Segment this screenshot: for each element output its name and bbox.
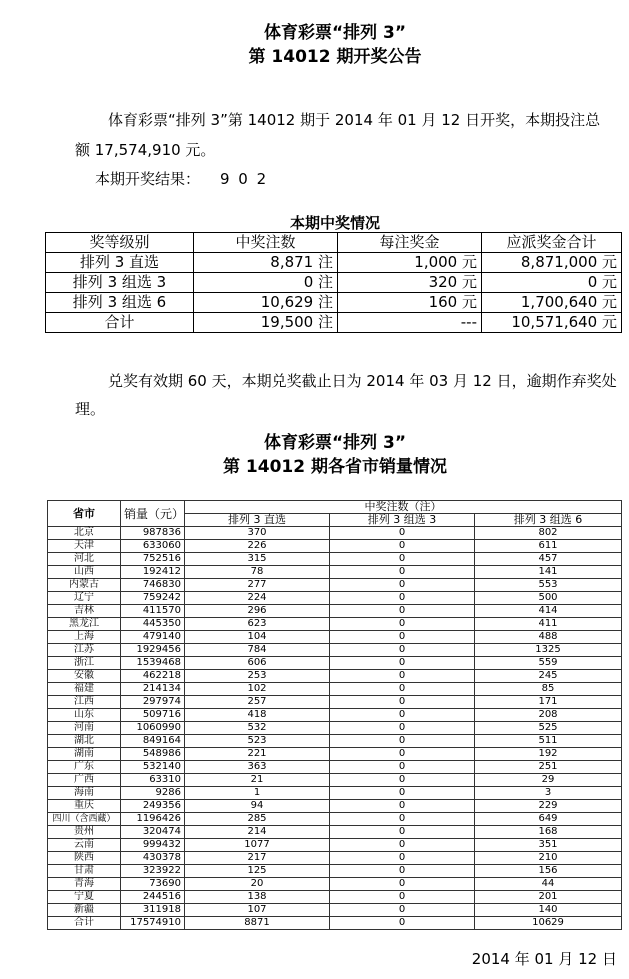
sales-cell: 606 [185, 657, 330, 670]
sales-cell: 0 [330, 631, 475, 644]
sales-cell: 0 [330, 813, 475, 826]
notice-line1: 兑奖有效期 60 天，本期兑奖截止日为 2014 年 03 月 12 日，逾期作弃奖处 [108, 372, 617, 390]
prize-table-caption: 本期中奖情况 [289, 214, 380, 232]
sales-cell: 广西 [48, 774, 121, 787]
announcement-line1: 体育彩票“排列 3”第 14012 期于 2014 年 01 月 12 日开奖，本期投注总 [108, 111, 601, 129]
sales-cell: 陕西 [48, 852, 121, 865]
sales-cell: 0 [330, 865, 475, 878]
sales-row [48, 670, 622, 683]
sales-cell: 311918 [121, 904, 185, 917]
sales-row [48, 553, 622, 566]
prize-cell: 160 元 [338, 293, 482, 313]
result-label: 本期开奖结果： [95, 170, 201, 188]
sales-row [48, 813, 622, 826]
sales-cell: 559 [475, 657, 622, 670]
sales-row [48, 787, 622, 800]
sales-header-row [48, 501, 622, 514]
sales-cell: 253 [185, 670, 330, 683]
prize-row [46, 313, 622, 333]
sales-cell: 0 [330, 722, 475, 735]
sales-row [48, 592, 622, 605]
prize-cell: 19,500 注 [194, 313, 338, 333]
sales-cell: 457 [475, 553, 622, 566]
sales-cell: 229 [475, 800, 622, 813]
header-province: 省市 [48, 501, 121, 527]
sales-cell: 73690 [121, 878, 185, 891]
sales-cell: 414 [475, 605, 622, 618]
prize-cell: 10,571,640 元 [482, 313, 622, 333]
sales-row [48, 904, 622, 917]
sales-cell: 青海 [48, 878, 121, 891]
sales-cell: 633060 [121, 540, 185, 553]
sales-cell: 208 [475, 709, 622, 722]
notice-line2: 理。 [75, 400, 106, 418]
sales-cell: 湖北 [48, 735, 121, 748]
sales-cell: 3 [475, 787, 622, 800]
sales-cell: 内蒙古 [48, 579, 121, 592]
sales-cell: 1060990 [121, 722, 185, 735]
prize-table-header [46, 233, 622, 253]
sales-title: 体育彩票“排列 3” [263, 433, 407, 453]
sales-cell: 0 [330, 800, 475, 813]
sales-cell: 244516 [121, 891, 185, 904]
prize-cell: 排列 3 组选 6 [46, 293, 194, 313]
result-numbers: 9 0 2 [220, 170, 269, 188]
sales-row [48, 527, 622, 540]
sales-row [48, 748, 622, 761]
sales-cell: 156 [475, 865, 622, 878]
prize-cell: 320 元 [338, 273, 482, 293]
sales-cell: 445350 [121, 618, 185, 631]
sales-cell: 323922 [121, 865, 185, 878]
sales-cell: 141 [475, 566, 622, 579]
sales-cell: 0 [330, 852, 475, 865]
sales-cell: 623 [185, 618, 330, 631]
sales-cell: 488 [475, 631, 622, 644]
header-cell: 中奖注数 [194, 233, 338, 253]
sales-cell: 江西 [48, 696, 121, 709]
sales-cell: 0 [330, 774, 475, 787]
sales-cell: 0 [330, 670, 475, 683]
sales-cell: 320474 [121, 826, 185, 839]
sales-cell: 78 [185, 566, 330, 579]
header-cell: 每注奖金 [338, 233, 482, 253]
sales-cell: 甘肃 [48, 865, 121, 878]
sales-cell: 0 [330, 839, 475, 852]
sales-cell: 210 [475, 852, 622, 865]
sales-cell: 94 [185, 800, 330, 813]
sales-cell: 249356 [121, 800, 185, 813]
sales-row [48, 605, 622, 618]
prize-cell: 排列 3 直选 [46, 253, 194, 273]
sales-cell: 251 [475, 761, 622, 774]
sales-cell: 63310 [121, 774, 185, 787]
sales-cell: 1325 [475, 644, 622, 657]
sales-cell: 海南 [48, 787, 121, 800]
sales-cell: 0 [330, 735, 475, 748]
sales-cell: 0 [330, 761, 475, 774]
header-sales: 销量（元） [121, 501, 185, 527]
sales-row [48, 657, 622, 670]
sales-cell: 0 [330, 696, 475, 709]
sales-row [48, 891, 622, 904]
sales-cell: 天津 [48, 540, 121, 553]
sales-cell: 784 [185, 644, 330, 657]
sales-cell: 411 [475, 618, 622, 631]
page-subtitle: 第 14012 期开奖公告 [248, 47, 422, 67]
sales-cell: 140 [475, 904, 622, 917]
sales-cell: 746830 [121, 579, 185, 592]
footer-date: 2014 年 01 月 12 日 [471, 950, 617, 968]
sales-cell: 168 [475, 826, 622, 839]
sales-cell: 85 [475, 683, 622, 696]
sales-cell: 802 [475, 527, 622, 540]
announcement-line2: 额 17,574,910 元。 [75, 141, 216, 159]
sales-cell: 277 [185, 579, 330, 592]
header-group: 中奖注数（注） [185, 501, 622, 514]
sales-cell: 44 [475, 878, 622, 891]
sales-cell: 257 [185, 696, 330, 709]
sales-cell: 1929456 [121, 644, 185, 657]
sales-row [48, 683, 622, 696]
sales-cell: 297974 [121, 696, 185, 709]
sales-cell: 214134 [121, 683, 185, 696]
prize-cell: 10,629 注 [194, 293, 338, 313]
sales-cell: 21 [185, 774, 330, 787]
sales-row [48, 826, 622, 839]
sales-cell: 532140 [121, 761, 185, 774]
prize-cell: 排列 3 组选 3 [46, 273, 194, 293]
sales-cell: 0 [330, 878, 475, 891]
sales-cell: 192 [475, 748, 622, 761]
sales-cell: 245 [475, 670, 622, 683]
sales-cell: 山西 [48, 566, 121, 579]
sales-cell: 370 [185, 527, 330, 540]
sales-row [48, 644, 622, 657]
prize-cell: 0 元 [482, 273, 622, 293]
sales-row [48, 631, 622, 644]
sales-cell: 1077 [185, 839, 330, 852]
sales-cell: 9286 [121, 787, 185, 800]
sales-cell: 上海 [48, 631, 121, 644]
sales-cell: 221 [185, 748, 330, 761]
sales-cell: 104 [185, 631, 330, 644]
sales-row [48, 618, 622, 631]
sales-cell: 102 [185, 683, 330, 696]
sales-cell: 214 [185, 826, 330, 839]
sales-cell: 广东 [48, 761, 121, 774]
sales-cell: 553 [475, 579, 622, 592]
sales-cell: 315 [185, 553, 330, 566]
sales-cell: 0 [330, 579, 475, 592]
sales-cell: 285 [185, 813, 330, 826]
prize-cell: 合计 [46, 313, 194, 333]
sales-cell: 224 [185, 592, 330, 605]
sales-cell: 湖南 [48, 748, 121, 761]
sales-cell: 479140 [121, 631, 185, 644]
sales-cell: 0 [330, 657, 475, 670]
sales-cell: 20 [185, 878, 330, 891]
sales-cell: 849164 [121, 735, 185, 748]
header-sub: 排列 3 组选 6 [475, 514, 622, 527]
sales-row [48, 774, 622, 787]
sales-cell: 宁夏 [48, 891, 121, 904]
sales-table [47, 500, 622, 930]
sales-cell: 0 [330, 709, 475, 722]
sales-cell: 10629 [475, 917, 622, 930]
sales-cell: 29 [475, 774, 622, 787]
sales-cell: 8871 [185, 917, 330, 930]
sales-cell: 363 [185, 761, 330, 774]
sales-cell: 吉林 [48, 605, 121, 618]
prize-row [46, 253, 622, 273]
sales-cell: 新疆 [48, 904, 121, 917]
sales-cell: 河北 [48, 553, 121, 566]
prize-cell: 1,000 元 [338, 253, 482, 273]
sales-cell: 0 [330, 605, 475, 618]
sales-cell: 296 [185, 605, 330, 618]
sales-row [48, 566, 622, 579]
sales-cell: 511 [475, 735, 622, 748]
sales-row [48, 852, 622, 865]
prize-table [45, 232, 622, 333]
prize-cell: 0 注 [194, 273, 338, 293]
sales-cell: 0 [330, 917, 475, 930]
sales-row [48, 761, 622, 774]
sales-cell: 山东 [48, 709, 121, 722]
sales-cell: 0 [330, 566, 475, 579]
sales-cell: 黑龙江 [48, 618, 121, 631]
sales-cell: 0 [330, 904, 475, 917]
sales-cell: 509716 [121, 709, 185, 722]
prize-cell: 8,871,000 元 [482, 253, 622, 273]
sales-subtitle: 第 14012 期各省市销量情况 [223, 457, 447, 477]
sales-cell: 河南 [48, 722, 121, 735]
sales-cell: 辽宁 [48, 592, 121, 605]
sales-cell: 0 [330, 618, 475, 631]
sales-cell: 138 [185, 891, 330, 904]
sales-cell: 999432 [121, 839, 185, 852]
sales-cell: 351 [475, 839, 622, 852]
sales-cell: 17574910 [121, 917, 185, 930]
sales-cell: 0 [330, 826, 475, 839]
sales-row [48, 917, 622, 930]
sales-cell: 0 [330, 553, 475, 566]
sales-row [48, 709, 622, 722]
sales-cell: 611 [475, 540, 622, 553]
prize-cell: 1,700,640 元 [482, 293, 622, 313]
sales-cell: 0 [330, 527, 475, 540]
sales-row [48, 696, 622, 709]
header-sub: 排列 3 组选 3 [330, 514, 475, 527]
header-sub: 排列 3 直选 [185, 514, 330, 527]
sales-cell: 四川（含西藏） [48, 813, 121, 826]
sales-cell: 0 [330, 540, 475, 553]
sales-cell: 云南 [48, 839, 121, 852]
sales-cell: 192412 [121, 566, 185, 579]
sales-cell: 0 [330, 748, 475, 761]
sales-cell: 523 [185, 735, 330, 748]
sales-cell: 759242 [121, 592, 185, 605]
sales-cell: 1 [185, 787, 330, 800]
sales-cell: 重庆 [48, 800, 121, 813]
sales-cell: 合计 [48, 917, 121, 930]
sales-cell: 987836 [121, 527, 185, 540]
sales-cell: 107 [185, 904, 330, 917]
sales-cell: 226 [185, 540, 330, 553]
sales-cell: 北京 [48, 527, 121, 540]
sales-cell: 418 [185, 709, 330, 722]
prize-row [46, 293, 622, 313]
sales-cell: 1196426 [121, 813, 185, 826]
sales-cell: 0 [330, 592, 475, 605]
sales-cell: 462218 [121, 670, 185, 683]
sales-row [48, 878, 622, 891]
sales-cell: 171 [475, 696, 622, 709]
prize-cell: 8,871 注 [194, 253, 338, 273]
sales-cell: 649 [475, 813, 622, 826]
sales-row [48, 800, 622, 813]
sales-row [48, 579, 622, 592]
page-title: 体育彩票“排列 3” [263, 23, 407, 43]
sales-cell: 201 [475, 891, 622, 904]
sales-cell: 525 [475, 722, 622, 735]
sales-cell: 0 [330, 683, 475, 696]
header-cell: 应派奖金合计 [482, 233, 622, 253]
sales-cell: 江苏 [48, 644, 121, 657]
sales-cell: 安徽 [48, 670, 121, 683]
sales-cell: 浙江 [48, 657, 121, 670]
sales-row [48, 865, 622, 878]
prize-row [46, 273, 622, 293]
sales-row [48, 722, 622, 735]
sales-cell: 125 [185, 865, 330, 878]
sales-row [48, 839, 622, 852]
sales-cell: 532 [185, 722, 330, 735]
sales-cell: 217 [185, 852, 330, 865]
sales-cell: 1539468 [121, 657, 185, 670]
sales-cell: 411570 [121, 605, 185, 618]
sales-cell: 0 [330, 787, 475, 800]
sales-cell: 福建 [48, 683, 121, 696]
sales-cell: 752516 [121, 553, 185, 566]
sales-cell: 贵州 [48, 826, 121, 839]
sales-cell: 548986 [121, 748, 185, 761]
sales-cell: 500 [475, 592, 622, 605]
sales-row [48, 735, 622, 748]
sales-row [48, 540, 622, 553]
sales-cell: 430378 [121, 852, 185, 865]
sales-cell: 0 [330, 644, 475, 657]
prize-cell: --- [338, 313, 482, 333]
sales-cell: 0 [330, 891, 475, 904]
header-cell: 奖等级别 [46, 233, 194, 253]
